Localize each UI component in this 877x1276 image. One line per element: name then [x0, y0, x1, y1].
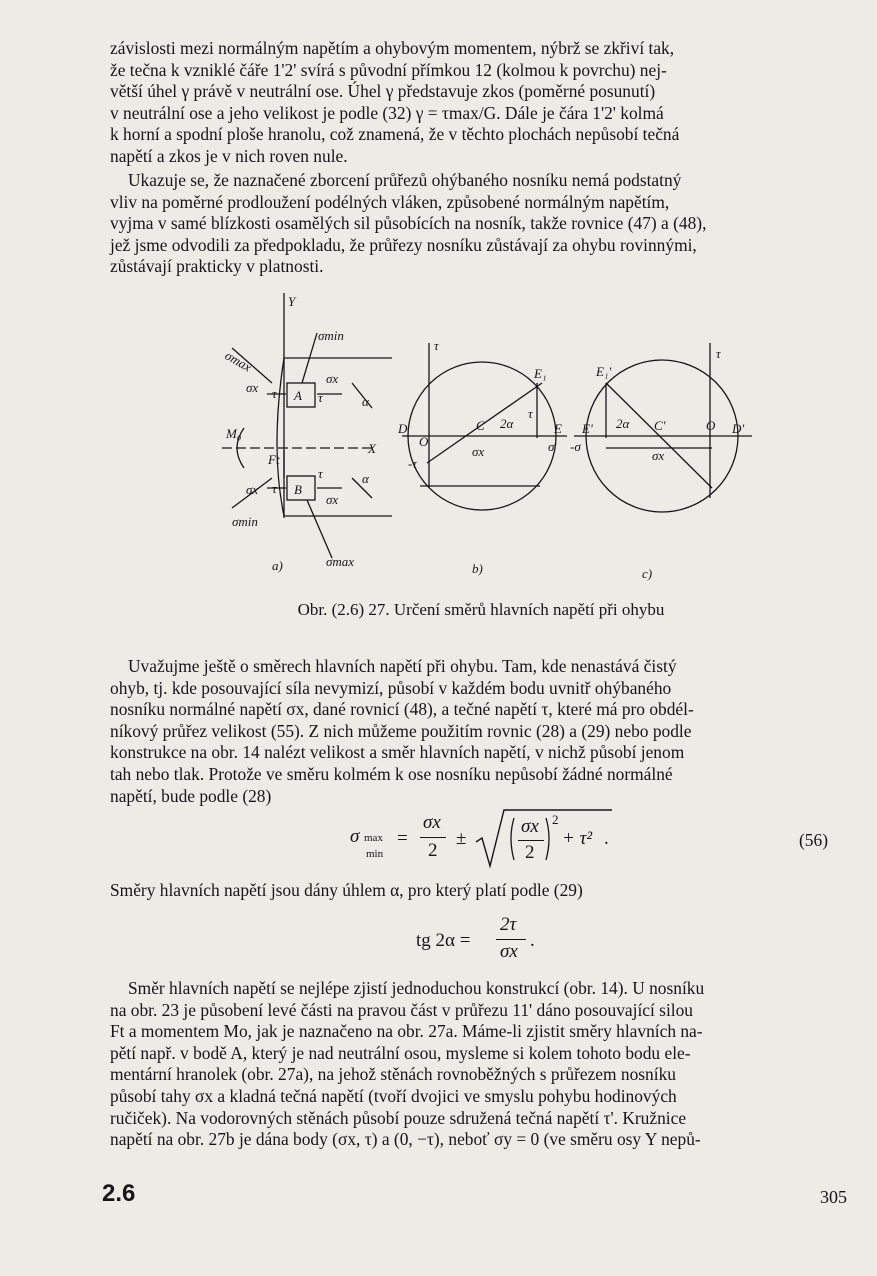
eq-end: .	[604, 828, 609, 849]
text-line: Uvažujme ještě o směrech hlavních napětí při ohybu. Tam, kde nenastává čistý	[128, 656, 677, 676]
text-line: že tečna k vzniklé čáře 1'2' svírá s původní přímkou 12 (kolmou k povrchu) nej-	[110, 59, 667, 80]
sqrt-sign	[474, 808, 614, 870]
text-line: Ukazuje se, že naznačené zborcení průřezů ohýbaného nosníku nemá podstatný	[128, 170, 682, 190]
eq-tg-lhs: tg 2α =	[416, 930, 471, 951]
eq-inner-num: σx	[521, 816, 539, 837]
label: τ	[716, 346, 721, 361]
figure-panel-c	[570, 343, 752, 581]
label: X	[368, 441, 376, 456]
text-line: pětí např. v bodě A, který je nad neutrální osou, mysleme si kolem tohoto bodu ele-	[110, 1042, 691, 1063]
eq-tg-end: .	[530, 930, 535, 951]
paragraph-2	[110, 170, 852, 278]
label: O	[706, 418, 716, 433]
label: σx	[652, 448, 665, 463]
label: Y	[288, 294, 296, 309]
text-line: níkový průřez velikost (55). Z nich můžeme použitím rovnic (28) a (29) nebo podle	[110, 720, 692, 741]
label: σx	[326, 492, 339, 507]
label: D	[398, 421, 408, 436]
label: M₀	[226, 426, 242, 441]
label: D'	[732, 421, 745, 436]
eq-tg-num: 2τ	[500, 914, 517, 935]
label: b)	[472, 561, 483, 576]
label: σmin	[232, 514, 258, 529]
label: B	[294, 482, 302, 497]
eq-plus-tau: + τ²	[562, 828, 593, 849]
equation-tg	[110, 910, 852, 966]
label: τ	[528, 406, 533, 421]
label: τ	[272, 386, 277, 401]
label: α	[362, 394, 369, 409]
label: α	[362, 471, 369, 486]
label: τ	[434, 338, 439, 353]
label: E₁'	[596, 364, 612, 379]
text-line: k horní a spodní ploše hranolu, což znamená, že v těchto plochách nepůsobí tečná	[110, 124, 680, 145]
text-line: nosníku normálné napětí σx, dané rovnicí (48), a tečné napětí τ, které má pro obdél-	[110, 699, 694, 720]
equation-number: (56)	[799, 830, 828, 850]
fraction-bar	[518, 840, 544, 841]
page-number: 305	[820, 1187, 847, 1207]
text-line: zůstávají prakticky v platnosti.	[110, 256, 324, 277]
text-line: Směry hlavních napětí jsou dány úhlem α, pro který platí podle (29)	[110, 880, 583, 900]
fraction-bar	[496, 939, 526, 940]
label: τ	[318, 390, 323, 405]
text-line: vyjma v samé blízkosti osamělých sil působících na nosník, takže rovnice (47) a (48),	[110, 213, 707, 234]
label: -τ	[408, 456, 417, 471]
text-line: konstrukce na obr. 14 nalézt velikost a směr hlavních napětí, v nichž působí jenom	[110, 742, 685, 763]
text-line: působí tahy σx a kladná tečná napětí (tvoří dvojici ve smyslu pohybu hodinových	[110, 1085, 677, 1106]
eq-frac-num: σx	[423, 812, 441, 833]
text-line: větší úhel γ právě v neutrální ose. Úhel γ představuje zkos (poměrné posunutí)	[110, 81, 656, 102]
label: C	[476, 418, 485, 433]
label: -σ	[570, 439, 581, 454]
label: σx	[326, 371, 339, 386]
figure-27	[222, 288, 782, 588]
text-line: na obr. 23 je působení levé části na pravou část v průřezu 11' dáno posouvající silou	[110, 999, 693, 1020]
eq-equals: =	[397, 828, 408, 849]
eq-frac-den: 2	[428, 840, 438, 861]
eq-tg-den: σx	[500, 941, 518, 962]
label: A	[294, 388, 302, 403]
eq-lhs: σ	[350, 826, 360, 847]
text-line: mentární hranolek (obr. 27a), na jehož stěnách rovnoběžných s průřezem nosníku	[110, 1064, 676, 1085]
figure-caption: Obr. (2.6) 27. Určení směrů hlavních napětí při ohybu	[297, 600, 665, 619]
text-line: jež jsme odvodili za předpokladu, že průřezy nosníku zůstávají za ohybu rovinnými,	[110, 234, 697, 255]
text-line: ručiček). Na vodorovných stěnách působí pouze sdružená tečná napětí τ'. Kružnice	[110, 1107, 687, 1128]
label: σ	[548, 439, 555, 454]
label: a)	[272, 558, 283, 573]
label: Ft	[268, 452, 280, 467]
text-line: napětí, bude podle (28)	[110, 785, 272, 806]
figure-panel-a	[222, 293, 392, 573]
text-line: napětí a zkos je v nich roven nule.	[110, 145, 348, 166]
text-line: tah nebo tlak. Protože ve směru kolmém k ose nosníku nepůsobí žádné normálné	[110, 763, 673, 784]
paragraph-4	[110, 880, 852, 902]
label: τ	[272, 481, 277, 496]
section-number: 2.6	[102, 1180, 136, 1207]
label: σmax	[222, 347, 255, 375]
label: O	[419, 434, 429, 449]
eq-pm: ±	[456, 828, 467, 849]
label: σmin	[318, 328, 344, 343]
label: σx	[246, 482, 259, 497]
label: σx	[472, 444, 485, 459]
paragraph-3	[110, 656, 852, 807]
label: σmax	[326, 554, 355, 569]
label: 2α	[616, 416, 630, 431]
text-line: závislosti mezi normálným napětím a ohybovým momentem, nýbrž se zkřiví tak,	[110, 38, 675, 58]
eq-power: 2	[552, 812, 559, 827]
text-line: Směr hlavních napětí se nejlépe zjistí jednoduchou konstrukcí (obr. 14). U nosníku	[128, 978, 705, 998]
label: σx	[246, 380, 259, 395]
figure-panel-b	[397, 338, 567, 576]
label: 2α	[500, 416, 514, 431]
equation-56	[110, 812, 852, 872]
text-line: napětí na obr. 27b je dána body (σx, τ) a (0, −τ), neboť σy = 0 (ve směru osy Y nepů-	[110, 1129, 701, 1150]
text-line: Ft a momentem Mo, jak je naznačeno na obr. 27a. Máme-li zjistit směry hlavních na-	[110, 1021, 703, 1042]
text-line: ohyb, tj. kde posouvající síla nevymizí, působí v každém bodu uvnitř ohýbaného	[110, 677, 672, 698]
eq-inner-den: 2	[525, 842, 535, 863]
eq-sub-top: max	[364, 832, 383, 844]
fraction-bar	[420, 837, 446, 838]
label: τ	[318, 466, 323, 481]
label: C'	[654, 418, 666, 433]
text-line: vliv na poměrné prodloužení podélných vláken, způsobené normálným napětím,	[110, 191, 670, 212]
label: E₁	[534, 366, 547, 381]
paragraph-1	[110, 38, 852, 168]
label: c)	[642, 566, 653, 581]
label: E	[554, 421, 562, 436]
paragraph-5	[110, 978, 852, 1151]
eq-sub-bottom: min	[366, 848, 384, 860]
text-line: v neutrální ose a jeho velikost je podle (32) γ = τmax/G. Dále je čára 1'2' kolmá	[110, 102, 664, 123]
label: E'	[582, 421, 593, 436]
